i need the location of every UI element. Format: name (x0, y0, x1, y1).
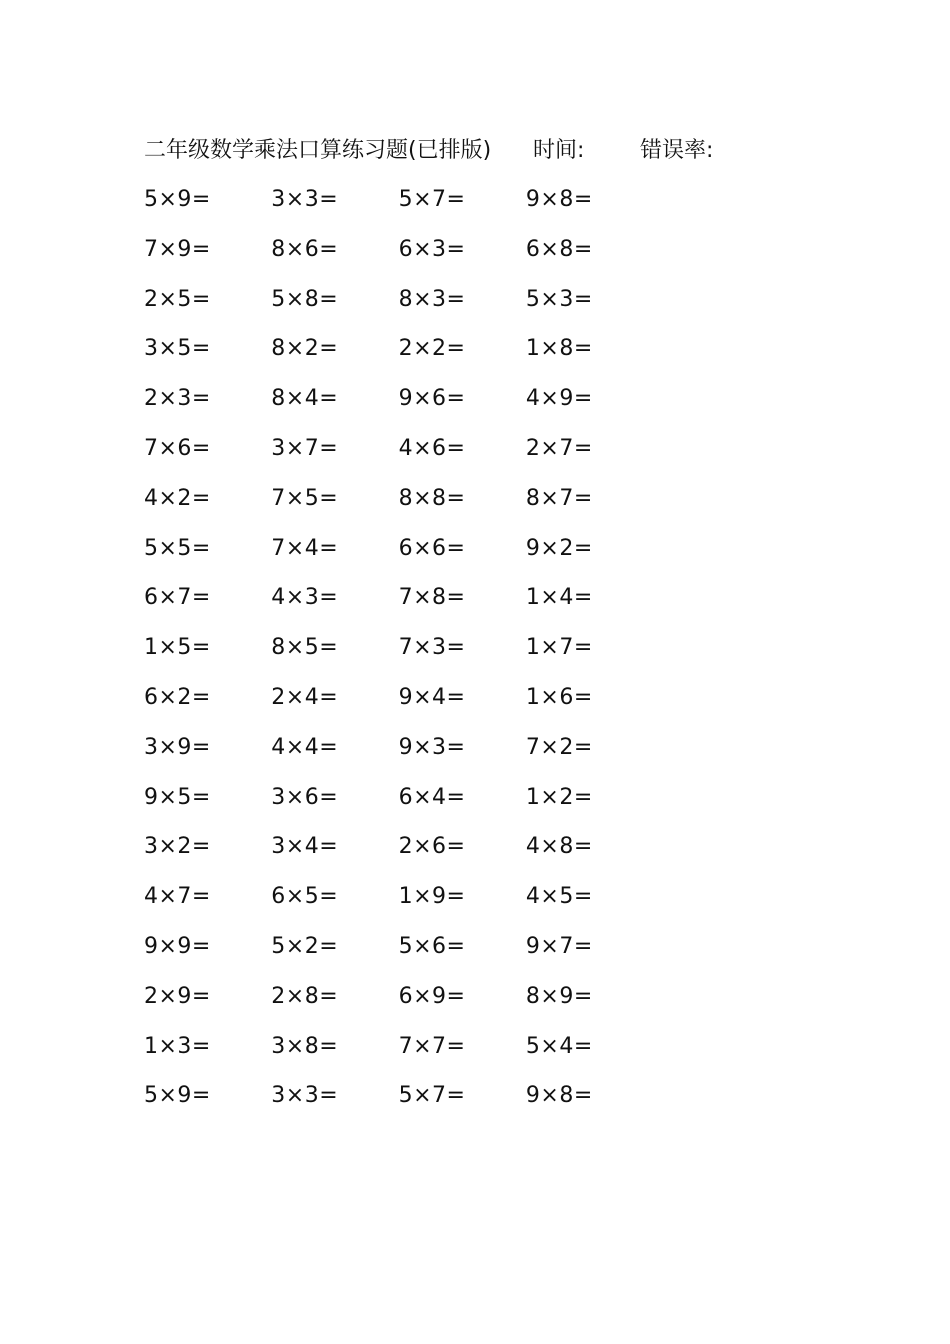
multiplication-problem: 9×5= (144, 784, 211, 810)
problem-row (144, 183, 664, 233)
problem-row (144, 980, 664, 1030)
problem-row (144, 1030, 664, 1080)
multiplication-problem: 6×9= (398, 983, 466, 1009)
multiplication-problem: 2×2= (398, 336, 466, 362)
multiplication-problem: 3×9= (144, 734, 211, 760)
multiplication-problem: 7×2= (525, 734, 593, 760)
multiplication-problem: 6×8= (525, 236, 593, 262)
multiplication-problem: 1×2= (525, 784, 593, 810)
multiplication-problem: 3×2= (144, 834, 211, 860)
multiplication-problem: 2×9= (144, 983, 211, 1009)
multiplication-problem: 2×6= (398, 834, 466, 860)
multiplication-problem: 8×7= (525, 485, 593, 511)
multiplication-problem: 3×8= (271, 1033, 339, 1059)
problem-row (144, 382, 664, 432)
multiplication-problem: 1×6= (525, 684, 593, 710)
multiplication-problem: 9×2= (525, 535, 593, 561)
multiplication-problem: 5×3= (525, 286, 593, 312)
multiplication-problem: 9×4= (398, 684, 466, 710)
problem-grid (144, 183, 664, 1129)
problem-row (144, 1079, 664, 1129)
multiplication-problem: 7×6= (144, 435, 211, 461)
multiplication-problem: 3×5= (144, 336, 211, 362)
multiplication-problem: 8×5= (271, 635, 339, 661)
multiplication-problem: 3×6= (271, 784, 339, 810)
problem-row (144, 681, 664, 731)
multiplication-problem: 1×5= (144, 635, 211, 661)
multiplication-problem: 8×8= (398, 485, 466, 511)
problem-row (144, 731, 664, 781)
multiplication-problem: 8×9= (525, 983, 593, 1009)
multiplication-problem: 1×3= (144, 1033, 211, 1059)
multiplication-problem: 1×7= (525, 635, 593, 661)
multiplication-problem: 2×3= (144, 386, 211, 412)
multiplication-problem: 7×3= (398, 635, 466, 661)
multiplication-problem: 8×6= (271, 236, 339, 262)
multiplication-problem: 4×3= (271, 585, 339, 611)
problem-row (144, 532, 664, 582)
multiplication-problem: 5×9= (144, 187, 211, 212)
multiplication-problem: 4×7= (144, 884, 211, 910)
multiplication-problem: 2×4= (271, 684, 339, 710)
multiplication-problem: 6×4= (398, 784, 466, 810)
problem-row (144, 283, 664, 333)
problem-row (144, 631, 664, 681)
multiplication-problem: 5×7= (398, 1083, 466, 1109)
multiplication-problem: 2×5= (144, 286, 211, 312)
multiplication-problem: 8×3= (398, 286, 466, 312)
multiplication-problem: 7×8= (398, 585, 466, 611)
problem-row (144, 432, 664, 482)
problem-row (144, 581, 664, 631)
problem-row (144, 332, 664, 382)
multiplication-problem: 5×5= (144, 535, 211, 561)
error-rate-label: 错误率: (640, 138, 714, 163)
multiplication-problem: 9×3= (398, 734, 466, 760)
multiplication-problem: 9×6= (398, 386, 466, 412)
multiplication-problem: 5×7= (398, 187, 466, 212)
problem-row (144, 830, 664, 880)
multiplication-problem: 4×8= (525, 834, 593, 860)
multiplication-problem: 7×5= (271, 485, 339, 511)
multiplication-problem: 5×6= (398, 933, 466, 959)
multiplication-problem: 4×4= (271, 734, 339, 760)
multiplication-problem: 4×6= (398, 435, 466, 461)
multiplication-problem: 3×3= (271, 187, 339, 212)
multiplication-problem: 6×7= (144, 585, 211, 611)
multiplication-problem: 5×4= (525, 1033, 593, 1059)
multiplication-problem: 8×4= (271, 386, 339, 412)
multiplication-problem: 5×2= (271, 933, 339, 959)
multiplication-problem: 5×9= (144, 1083, 211, 1109)
multiplication-problem: 7×7= (398, 1033, 466, 1059)
multiplication-problem: 6×2= (144, 684, 211, 710)
problem-row (144, 233, 664, 283)
multiplication-problem: 7×4= (271, 535, 339, 561)
multiplication-problem: 2×7= (525, 435, 593, 461)
multiplication-problem: 3×7= (271, 435, 339, 461)
problem-row (144, 930, 664, 980)
multiplication-problem: 1×9= (398, 884, 466, 910)
multiplication-problem: 6×6= (398, 535, 466, 561)
multiplication-problem: 8×2= (271, 336, 339, 362)
multiplication-problem: 4×2= (144, 485, 211, 511)
multiplication-problem: 1×4= (525, 585, 593, 611)
multiplication-problem: 3×3= (271, 1083, 339, 1109)
multiplication-problem: 9×7= (525, 933, 593, 959)
multiplication-problem: 4×9= (525, 386, 593, 412)
multiplication-problem: 2×8= (271, 983, 339, 1009)
multiplication-problem: 6×5= (271, 884, 339, 910)
multiplication-problem: 4×5= (525, 884, 593, 910)
multiplication-problem: 1×8= (525, 336, 593, 362)
worksheet-title: 二年级数学乘法口算练习题(已排版) (144, 138, 492, 163)
worksheet-header (144, 134, 784, 168)
problem-row (144, 781, 664, 831)
problem-row (144, 482, 664, 532)
multiplication-problem: 9×8= (525, 187, 593, 212)
time-label: 时间: (533, 138, 585, 163)
problem-row (144, 880, 664, 930)
multiplication-problem: 5×8= (271, 286, 339, 312)
multiplication-problem: 7×9= (144, 236, 211, 262)
multiplication-problem: 9×8= (525, 1083, 593, 1109)
multiplication-problem: 3×4= (271, 834, 339, 860)
multiplication-problem: 6×3= (398, 236, 466, 262)
multiplication-problem: 9×9= (144, 933, 211, 959)
